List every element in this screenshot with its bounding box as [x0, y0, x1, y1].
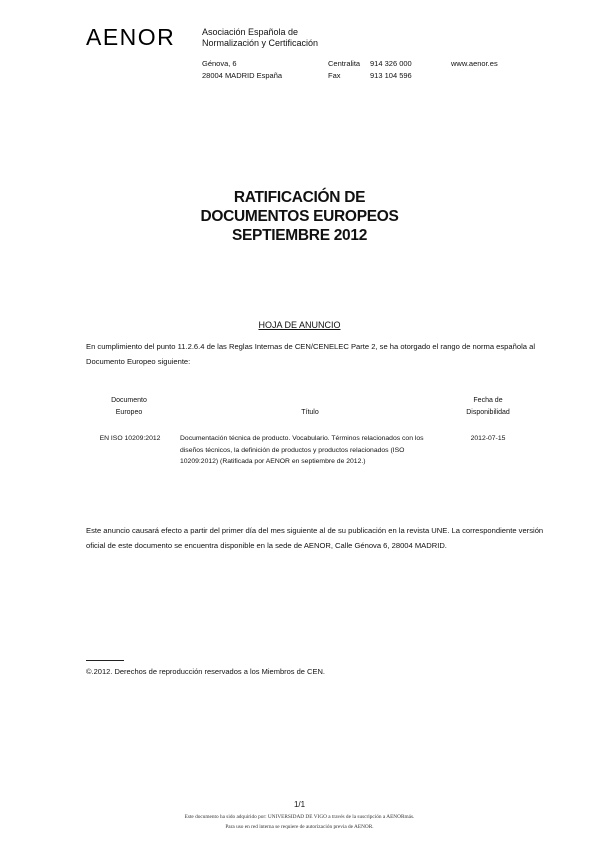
address-block — [202, 58, 282, 82]
contact-values — [370, 58, 412, 82]
section-heading — [0, 320, 599, 330]
disclaimer-line2: Para uso en red interna se requiere de autorización previa de AENOR. — [225, 824, 374, 830]
title-line1: RATIFICACIÓN DE — [233, 189, 366, 206]
organization-name-line2: Normalización y Certificación — [202, 38, 319, 48]
organization-name — [202, 27, 318, 49]
organization-name-line1: Asociación Española de — [202, 27, 299, 37]
title-line3: SEPTIEMBRE 2012 — [231, 227, 368, 244]
contact-labels — [328, 58, 360, 82]
effect-paragraph: Este anuncio causará efecto a partir del primer día del mes siguiente al de su publicación en la revista UNE. La correspondiente versión oficial de este documento se encuentra disponible en la sede de AENOR, Calle Génova 6, 28004 MADRID. — [86, 526, 544, 550]
column-header-availability-line1: Fecha de — [473, 397, 503, 404]
table-cell-availability: 2012-07-15 — [470, 435, 506, 442]
phone-label: Centralita — [328, 59, 361, 68]
copyright-footnote: ©.2012. Derechos de reproducción reservados a los Miembros de CEN. — [86, 667, 325, 676]
fax-label: Fax — [328, 71, 341, 80]
document-title — [0, 188, 599, 245]
phone-value: 914 326 000 — [370, 59, 412, 68]
footnote-divider — [86, 660, 124, 661]
disclaimer — [0, 812, 599, 832]
table-cell-title: Documentación técnica de producto. Vocabulario. Términos relacionados con los diseños técnicos, la definición de productos y productos relacionados (ISO 10209:2012) (Ratificada por AENOR en septiembre de 2012.) — [180, 435, 424, 465]
address-city: 28004 MADRID España — [202, 71, 283, 80]
column-header-title: Título — [301, 409, 319, 416]
column-header-document-line2: Europeo — [115, 409, 143, 416]
fax-value: 913 104 596 — [370, 71, 412, 80]
table-cell-document: EN ISO 10209:2012 — [99, 435, 161, 442]
column-header-availability — [448, 395, 528, 419]
aenor-logo: AENOR — [86, 24, 176, 50]
intro-paragraph: En cumplimiento del punto 11.2.6.4 de las Reglas Internas de CEN/CENELEC Parte 2, se ha otorgado el rango de norma española al Documento Europeo siguiente: — [86, 342, 536, 366]
website-link[interactable]: www.aenor.es — [451, 59, 498, 68]
disclaimer-line1: Este documento ha sido adquirido por: UNIVERSIDAD DE VIGO a través de la suscripción a AENORmás. — [184, 814, 415, 820]
section-heading-text: HOJA DE ANUNCIO — [258, 320, 341, 330]
column-header-document — [90, 395, 168, 419]
column-header-document-line1: Documento — [111, 397, 147, 404]
title-line2: DOCUMENTOS EUROPEOS — [200, 208, 399, 225]
address-street: Génova, 6 — [202, 59, 237, 68]
page-number: 1/1 — [293, 800, 306, 809]
column-header-availability-line2: Disponibilidad — [466, 409, 510, 416]
